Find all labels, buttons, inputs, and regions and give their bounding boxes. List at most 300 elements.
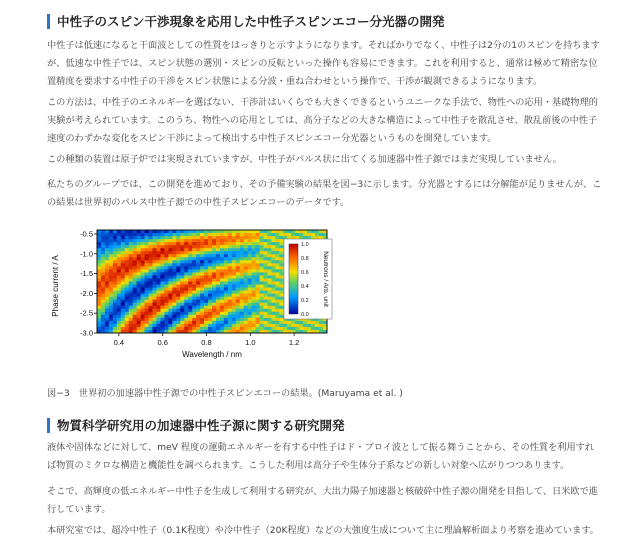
heatmap-cell <box>232 303 236 306</box>
heatmap-cell <box>268 312 272 315</box>
heatmap-cell <box>220 321 224 324</box>
heatmap-cell <box>244 269 248 272</box>
heatmap-cell <box>244 260 248 263</box>
heatmap-cell <box>188 275 192 278</box>
heatmap-cell <box>133 327 137 330</box>
heatmap-cell <box>168 245 172 248</box>
heatmap-cell <box>200 275 204 278</box>
heatmap-cell <box>184 327 188 330</box>
heatmap-cell <box>228 263 232 266</box>
heatmap-cell <box>260 300 264 303</box>
heatmap-cell <box>156 233 160 236</box>
heatmap-cell <box>264 309 268 312</box>
heatmap-cell <box>192 294 196 297</box>
heatmap-cell <box>97 294 101 297</box>
heatmap-cell <box>133 251 137 254</box>
heatmap-cell <box>153 236 157 239</box>
heatmap-cell <box>236 309 240 312</box>
heatmap-cell <box>248 266 252 269</box>
heatmap-cell <box>109 257 113 260</box>
heatmap-cell <box>220 282 224 285</box>
heatmap-cell <box>208 288 212 291</box>
heatmap-cell <box>232 309 236 312</box>
heatmap-cell <box>224 303 228 306</box>
heatmap-cell <box>117 309 121 312</box>
heatmap-cell <box>164 260 168 263</box>
heatmap-cell <box>268 257 272 260</box>
colorbar-tick-label: 0.4 <box>301 284 309 290</box>
heatmap-cell <box>164 272 168 275</box>
heatmap-cell <box>264 288 268 291</box>
heatmap-cell <box>212 321 216 324</box>
heatmap-cell <box>145 236 149 239</box>
heatmap-cell <box>256 236 260 239</box>
heatmap-cell <box>200 242 204 245</box>
heatmap-cell <box>196 300 200 303</box>
heatmap-cell <box>196 303 200 306</box>
heatmap-cell <box>279 239 283 242</box>
heatmap-cell <box>192 239 196 242</box>
heatmap-cell <box>224 291 228 294</box>
heatmap-cell <box>275 306 279 309</box>
heatmap-cell <box>216 312 220 315</box>
heatmap-cell <box>256 263 260 266</box>
heatmap-cell <box>196 230 200 233</box>
heatmap-cell <box>252 324 256 327</box>
heatmap-cell <box>180 324 184 327</box>
heatmap-cell <box>216 266 220 269</box>
heatmap-cell <box>153 278 157 281</box>
heatmap-cell <box>256 278 260 281</box>
heatmap-cell <box>97 263 101 266</box>
heatmap-cell <box>109 318 113 321</box>
heatmap-cell <box>275 312 279 315</box>
heatmap-cell <box>271 294 275 297</box>
heatmap-cell <box>228 300 232 303</box>
heatmap-cell <box>275 257 279 260</box>
heatmap-cell <box>271 236 275 239</box>
heatmap-cell <box>244 266 248 269</box>
heatmap-cell <box>160 239 164 242</box>
heatmap-cell <box>164 242 168 245</box>
heatmap-cell <box>252 294 256 297</box>
heatmap-cell <box>97 248 101 251</box>
heatmap-cell <box>101 251 105 254</box>
heatmap-cell <box>208 291 212 294</box>
heatmap-cell <box>184 321 188 324</box>
heatmap-cell <box>216 282 220 285</box>
heatmap-cell <box>279 236 283 239</box>
heatmap-cell <box>244 303 248 306</box>
heatmap-cell <box>248 263 252 266</box>
heatmap-cell <box>129 251 133 254</box>
heatmap-cell <box>97 272 101 275</box>
heatmap-cell <box>141 272 145 275</box>
heatmap-cell <box>184 275 188 278</box>
heatmap-cell <box>141 248 145 251</box>
heatmap-cell <box>113 321 117 324</box>
heatmap-cell <box>125 327 129 330</box>
heatmap-cell <box>248 257 252 260</box>
heatmap-cell <box>109 242 113 245</box>
heatmap-cell <box>287 233 291 236</box>
heatmap-cell <box>264 300 268 303</box>
heatmap-cell <box>252 278 256 281</box>
heatmap-cell <box>279 272 283 275</box>
heatmap-cell <box>156 260 160 263</box>
heatmap-cell <box>180 272 184 275</box>
heatmap-cell <box>264 269 268 272</box>
heatmap-cell <box>121 254 125 257</box>
heatmap-cell <box>168 312 172 315</box>
heatmap-cell <box>97 260 101 263</box>
heatmap-cell <box>220 291 224 294</box>
heatmap-cell <box>216 275 220 278</box>
heatmap-cell <box>133 257 137 260</box>
heatmap-cell <box>236 245 240 248</box>
heatmap-cell <box>97 327 101 330</box>
heatmap-cell <box>164 236 168 239</box>
heatmap-cell <box>192 315 196 318</box>
heatmap-cell <box>212 272 216 275</box>
heatmap-cell <box>156 312 160 315</box>
heatmap-cell <box>117 260 121 263</box>
heatmap-cell <box>268 254 272 257</box>
heatmap-cell <box>244 324 248 327</box>
heatmap-cell <box>264 278 268 281</box>
heatmap-cell <box>271 291 275 294</box>
heatmap-cell <box>105 239 109 242</box>
heatmap-cell <box>204 242 208 245</box>
heatmap-cell <box>160 291 164 294</box>
heatmap-cell <box>283 327 287 330</box>
heatmap-cell <box>244 312 248 315</box>
heatmap-cell <box>113 297 117 300</box>
heatmap-cell <box>133 291 137 294</box>
heatmap-cell <box>212 285 216 288</box>
heatmap-cell <box>196 260 200 263</box>
heatmap-cell <box>204 239 208 242</box>
heatmap-cell <box>279 297 283 300</box>
heatmap-cell <box>113 315 117 318</box>
heatmap-cell <box>105 242 109 245</box>
heatmap-cell <box>164 306 168 309</box>
heatmap-cell <box>212 291 216 294</box>
heatmap-cell <box>156 245 160 248</box>
heatmap-cell <box>133 297 137 300</box>
heatmap-cell <box>315 321 319 324</box>
heatmap-cell <box>240 275 244 278</box>
heatmap-cell <box>204 236 208 239</box>
heatmap-cell <box>117 233 121 236</box>
heatmap-cell <box>260 291 264 294</box>
heatmap-cell <box>319 321 323 324</box>
heatmap-cell <box>192 251 196 254</box>
heatmap-cell <box>176 245 180 248</box>
heatmap-cell <box>252 318 256 321</box>
heatmap-cell <box>279 315 283 318</box>
heatmap-cell <box>137 324 141 327</box>
heatmap-cell <box>141 245 145 248</box>
heatmap-cell <box>101 236 105 239</box>
heatmap-cell <box>141 297 145 300</box>
heatmap-cell <box>160 312 164 315</box>
heatmap-cell <box>164 324 168 327</box>
heatmap-cell <box>176 312 180 315</box>
heatmap-cell <box>275 288 279 291</box>
heatmap-cell <box>248 294 252 297</box>
heatmap-cell <box>200 300 204 303</box>
heatmap-cell <box>256 257 260 260</box>
heatmap-cell <box>248 303 252 306</box>
heatmap-cell <box>271 263 275 266</box>
heatmap-cell <box>133 242 137 245</box>
heatmap-cell <box>168 321 172 324</box>
heatmap-cell <box>196 285 200 288</box>
heatmap-cell <box>224 321 228 324</box>
heatmap-cell <box>184 312 188 315</box>
heatmap-cell <box>188 266 192 269</box>
heatmap-cell <box>145 306 149 309</box>
heatmap-cell <box>168 239 172 242</box>
heatmap-cell <box>264 272 268 275</box>
heatmap-cell <box>260 312 264 315</box>
heatmap-cell <box>271 245 275 248</box>
heatmap-cell <box>196 272 200 275</box>
heatmap-cell <box>295 327 299 330</box>
heatmap-cell <box>220 306 224 309</box>
heatmap-cell <box>109 324 113 327</box>
heatmap-cell <box>212 294 216 297</box>
heatmap-cell <box>105 288 109 291</box>
heatmap-cell <box>109 306 113 309</box>
heatmap-cell <box>268 266 272 269</box>
heatmap-cell <box>149 309 153 312</box>
heatmap-cell <box>109 294 113 297</box>
heatmap-cell <box>160 285 164 288</box>
heatmap-cell <box>101 306 105 309</box>
heatmap-cell <box>271 230 275 233</box>
heatmap-cell <box>248 272 252 275</box>
heatmap-cell <box>145 230 149 233</box>
heatmap-cell <box>145 242 149 245</box>
heatmap-cell <box>113 288 117 291</box>
heatmap-cell <box>236 278 240 281</box>
heatmap-cell <box>260 269 264 272</box>
heatmap-cell <box>271 285 275 288</box>
heatmap-cell <box>141 260 145 263</box>
heatmap-cell <box>283 324 287 327</box>
heatmap-cell <box>176 300 180 303</box>
heatmap-cell <box>264 282 268 285</box>
heatmap-cell <box>204 309 208 312</box>
heatmap-cell <box>145 245 149 248</box>
heatmap-cell <box>244 318 248 321</box>
heatmap-cell <box>141 315 145 318</box>
heatmap-cell <box>188 321 192 324</box>
heatmap-cell <box>156 236 160 239</box>
heatmap-cell <box>244 288 248 291</box>
heatmap-cell <box>160 282 164 285</box>
heatmap-cell <box>176 303 180 306</box>
heatmap-cell <box>200 254 204 257</box>
heatmap-cell <box>156 248 160 251</box>
heatmap-cell <box>204 251 208 254</box>
heatmap-cell <box>145 263 149 266</box>
heatmap-cell <box>149 312 153 315</box>
heatmap-cell <box>164 266 168 269</box>
heatmap-cell <box>252 291 256 294</box>
heatmap-cell <box>129 275 133 278</box>
heatmap-cell <box>240 324 244 327</box>
heatmap-cell <box>240 297 244 300</box>
heatmap-cell <box>188 245 192 248</box>
heatmap-cell <box>220 266 224 269</box>
heatmap-cell <box>109 254 113 257</box>
heatmap-cell <box>164 239 168 242</box>
heatmap-cell <box>232 242 236 245</box>
heatmap-cell <box>275 269 279 272</box>
heatmap-cell <box>113 254 117 257</box>
heatmap-cell <box>184 291 188 294</box>
heatmap-cell <box>252 260 256 263</box>
heatmap-cell <box>260 245 264 248</box>
heatmap-cell <box>133 230 137 233</box>
heatmap-cell <box>303 324 307 327</box>
heatmap-cell <box>252 251 256 254</box>
heatmap-cell <box>264 260 268 263</box>
heatmap-cell <box>200 269 204 272</box>
heatmap-cell <box>208 294 212 297</box>
heatmap-cell <box>216 327 220 330</box>
heatmap-cell <box>244 309 248 312</box>
heatmap-cell <box>260 327 264 330</box>
heatmap-cell <box>137 251 141 254</box>
heatmap-cell <box>268 236 272 239</box>
heatmap-cell <box>109 278 113 281</box>
heatmap-cell <box>248 248 252 251</box>
heatmap-cell <box>184 306 188 309</box>
heatmap-cell <box>220 257 224 260</box>
heatmap-cell <box>208 297 212 300</box>
heatmap-cell <box>101 239 105 242</box>
heatmap-cell <box>168 285 172 288</box>
heatmap-cell <box>113 275 117 278</box>
heatmap-cell <box>204 272 208 275</box>
heatmap-cell <box>264 275 268 278</box>
paragraph-method: この方法は、中性子のエネルギーを選ばない、干渉計はいくらでも大きくできるというユニークな手法で、物性への応用・基礎物理的実験が考えられています。このうち、物性への応用としては、高分子などの大きな構造によって中性子を散乱させ、散乱前後の中性子速度のわずかな変化をスピン干渉によって検出する中性子スピンエコー分光器というものを開発しています。 <box>47 97 598 144</box>
heatmap-cell <box>105 300 109 303</box>
heatmap-cell <box>101 282 105 285</box>
heatmap-cell <box>260 263 264 266</box>
heatmap-cell <box>133 254 137 257</box>
heatmap-cell <box>180 285 184 288</box>
paragraph-research: 本研究室では、超冷中性子（0.1K程度）や冷中性子（20K程度）などの大強度生成について主に理論解析面より考察を進めています。 <box>47 525 599 536</box>
heatmap-cell <box>160 324 164 327</box>
heatmap-cell <box>97 300 101 303</box>
heatmap-cell <box>212 315 216 318</box>
heatmap-cell <box>216 251 220 254</box>
heatmap-cell <box>156 294 160 297</box>
heatmap-cell <box>105 306 109 309</box>
heatmap-cell <box>204 315 208 318</box>
heatmap-cell <box>149 239 153 242</box>
heatmap-cell <box>97 236 101 239</box>
heatmap-cell <box>260 233 264 236</box>
heatmap-cell <box>220 251 224 254</box>
heatmap-cell <box>271 248 275 251</box>
heatmap-cell <box>184 324 188 327</box>
heatmap-cell <box>188 297 192 300</box>
heatmap-cell <box>236 263 240 266</box>
heatmap-cell <box>244 254 248 257</box>
heatmap-cell <box>212 230 216 233</box>
heatmap-cell <box>240 260 244 263</box>
heatmap-cell <box>220 309 224 312</box>
heatmap-cell <box>125 300 129 303</box>
heatmap-cell <box>275 242 279 245</box>
heatmap-cell <box>264 242 268 245</box>
heatmap-cell <box>228 318 232 321</box>
heatmap-cell <box>168 291 172 294</box>
heatmap-cell <box>164 269 168 272</box>
heatmap-cell <box>137 254 141 257</box>
heatmap-cell <box>315 327 319 330</box>
heatmap-cell <box>299 327 303 330</box>
heatmap-cell <box>268 282 272 285</box>
heatmap-cell <box>188 315 192 318</box>
heatmap-cell <box>212 245 216 248</box>
heatmap-cell <box>180 315 184 318</box>
heatmap-cell <box>149 297 153 300</box>
heatmap-cell <box>188 318 192 321</box>
heatmap-cell <box>279 285 283 288</box>
heatmap-cell <box>156 251 160 254</box>
heatmap-cell <box>101 318 105 321</box>
heatmap-cell <box>149 257 153 260</box>
heatmap-cell <box>101 257 105 260</box>
heatmap-cell <box>260 266 264 269</box>
heatmap-cell <box>141 275 145 278</box>
heatmap-cell <box>228 272 232 275</box>
heatmap-cell <box>236 272 240 275</box>
heatmap-cell <box>260 294 264 297</box>
heatmap-cell <box>149 251 153 254</box>
heatmap-cell <box>271 288 275 291</box>
heatmap-cell <box>113 236 117 239</box>
heatmap-cell <box>188 233 192 236</box>
heatmap-cell <box>260 309 264 312</box>
heatmap-cell <box>113 282 117 285</box>
heatmap-cell <box>184 285 188 288</box>
heatmap-cell <box>307 230 311 233</box>
heatmap-cell <box>240 236 244 239</box>
heatmap-cell <box>121 318 125 321</box>
heatmap-cell <box>172 239 176 242</box>
heatmap-cell <box>311 321 315 324</box>
heatmap-cell <box>260 239 264 242</box>
heatmap-cell <box>101 278 105 281</box>
heatmap-cell <box>232 266 236 269</box>
heatmap-cell <box>236 248 240 251</box>
heatmap-cell <box>264 321 268 324</box>
heatmap-cell <box>212 288 216 291</box>
heatmap-cell <box>113 285 117 288</box>
heatmap-cell <box>97 245 101 248</box>
heatmap-cell <box>224 294 228 297</box>
heatmap-cell <box>164 312 168 315</box>
heatmap-cell <box>160 263 164 266</box>
